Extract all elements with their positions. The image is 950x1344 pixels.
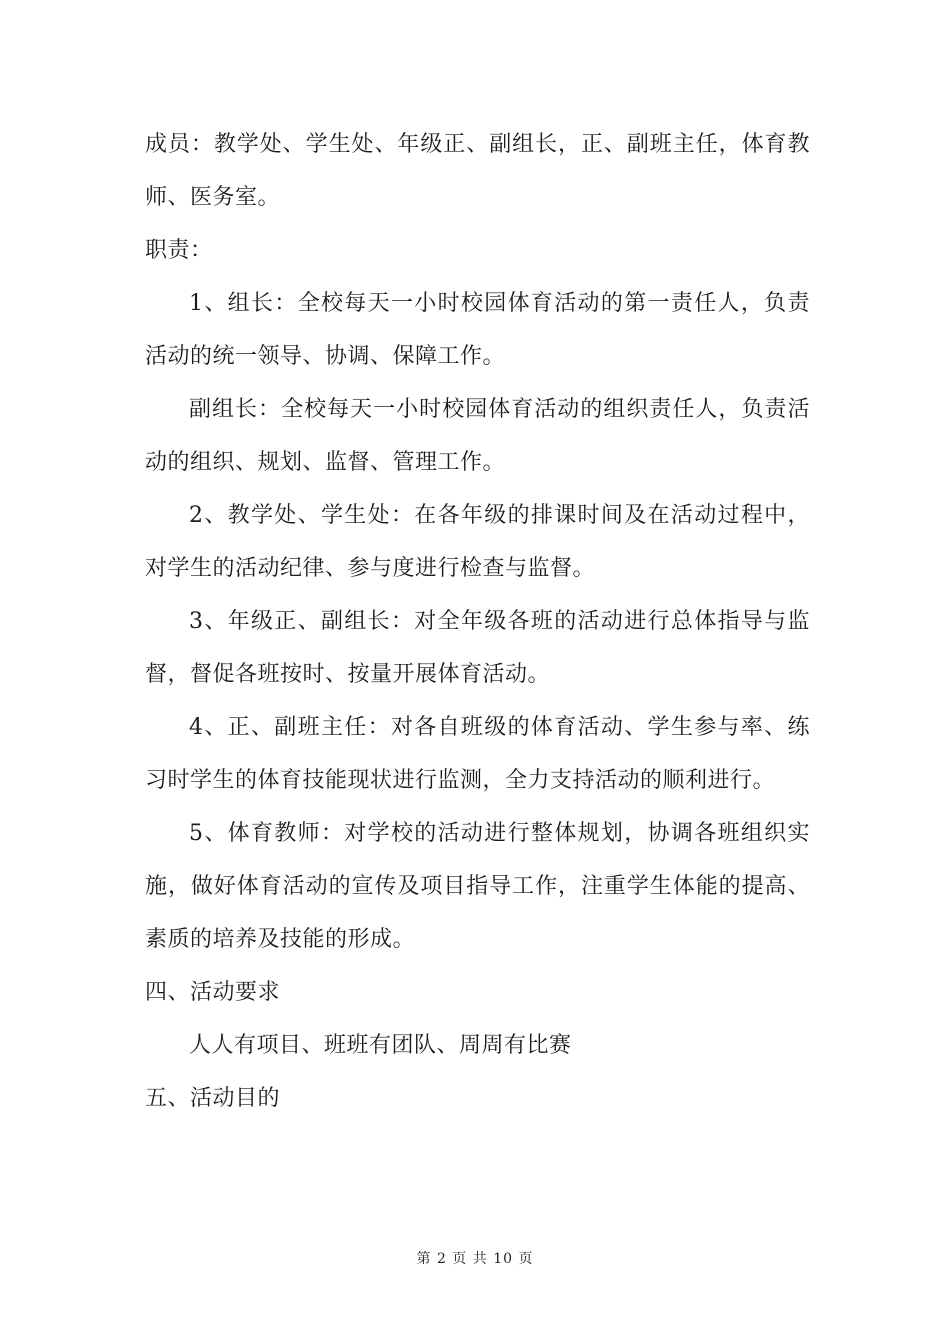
paragraph-duty-class-teacher: 4、正、副班主任：对各自班级的体育活动、学生参与率、练习时学生的体育技能现状进行监测，全力支持活动的顺利进行。: [145, 715, 810, 793]
paragraph-duty-deputy-leader: 副组长：全校每天一小时校园体育活动的组织责任人，负责活动的组织、规划、监督、管理工作。: [145, 397, 810, 475]
paragraph-duty-grade-leader: 3、年级正、副组长：对全年级各班的活动进行总体指导与监督，督促各班按时、按量开展体育活动。: [145, 609, 810, 687]
page-number-footer: 第 2 页 共 10 页: [416, 1251, 534, 1267]
document-body: [145, 118, 810, 1125]
section-heading-requirements: 四、活动要求: [145, 980, 281, 1005]
section-heading-purpose: 五、活动目的: [145, 1086, 281, 1111]
paragraph-duties-heading: 职责：: [145, 238, 213, 263]
paragraph-members: 成员：教学处、学生处、年级正、副组长，正、副班主任，体育教师、医务室。: [145, 132, 810, 210]
paragraph-duty-teaching-office: 2、教学处、学生处：在各年级的排课时间及在活动过程中，对学生的活动纪律、参与度进行检查与监督。: [145, 503, 810, 581]
paragraph-duty-pe-teacher: 5、体育教师：对学校的活动进行整体规划，协调各班组织实施，做好体育活动的宣传及项目指导工作，注重学生体能的提高、素质的培养及技能的形成。: [145, 821, 810, 952]
paragraph-duty-leader: 1、组长：全校每天一小时校园体育活动的第一责任人，负责活动的统一领导、协调、保障工作。: [145, 291, 810, 369]
paragraph-requirements: 人人有项目、班班有团队、周周有比赛: [189, 1033, 572, 1058]
